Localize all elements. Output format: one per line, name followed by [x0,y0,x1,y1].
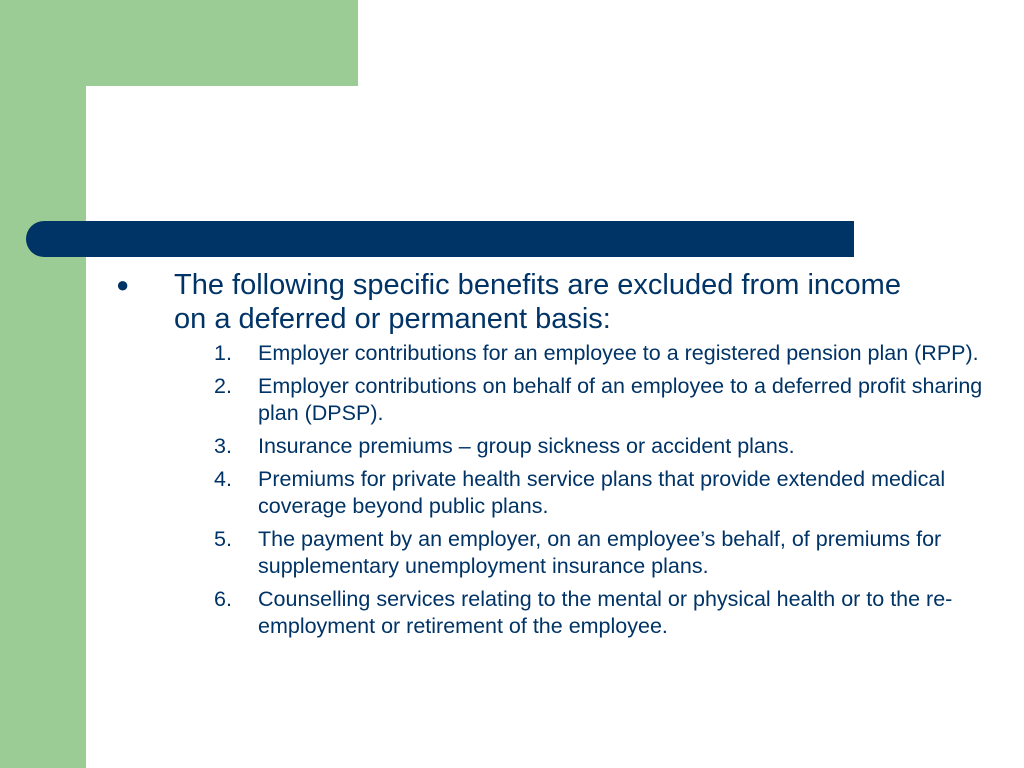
bullet-icon: ● [116,272,130,297]
list-item-text: Employer contributions on behalf of an employee to a deferred profit sharing plan (DPSP). [258,374,983,425]
list-item-number: 2. [214,374,232,398]
list-item-text: Employer contributions for an employee to a registered pension plan (RPP). [258,341,979,365]
list-item-number: 6. [214,587,232,611]
list-item [112,466,992,520]
list-item-text: Counselling services relating to the mental or physical health or to the re-employment or retirement of the employee. [258,587,953,638]
rounded-corner-decoration [86,86,146,146]
list-item-number: 1. [214,341,232,365]
list-item [112,340,992,367]
list-item [112,586,992,640]
list-item [112,526,992,580]
list-item-number: 5. [214,527,232,551]
green-side-band [0,0,86,768]
title-bar [26,221,854,257]
green-top-block [0,0,358,86]
list-item [112,373,992,427]
list-item-number: 3. [214,434,232,458]
list-item-text: Insurance premiums – group sickness or accident plans. [258,434,795,458]
list-item-number: 4. [214,467,232,491]
numbered-list [112,340,992,640]
list-item-text: Premiums for private health service plans that provide extended medical coverage beyond public plans. [258,467,946,518]
main-bullet-text: The following specific benefits are excluded from income on a deferred or permanent basis: [174,269,901,335]
list-item [112,433,992,460]
main-bullet [112,268,992,336]
list-item-text: The payment by an employer, on an employee’s behalf, of premiums for supplementary unemployment insurance plans. [258,527,942,578]
slide-body [112,268,992,646]
